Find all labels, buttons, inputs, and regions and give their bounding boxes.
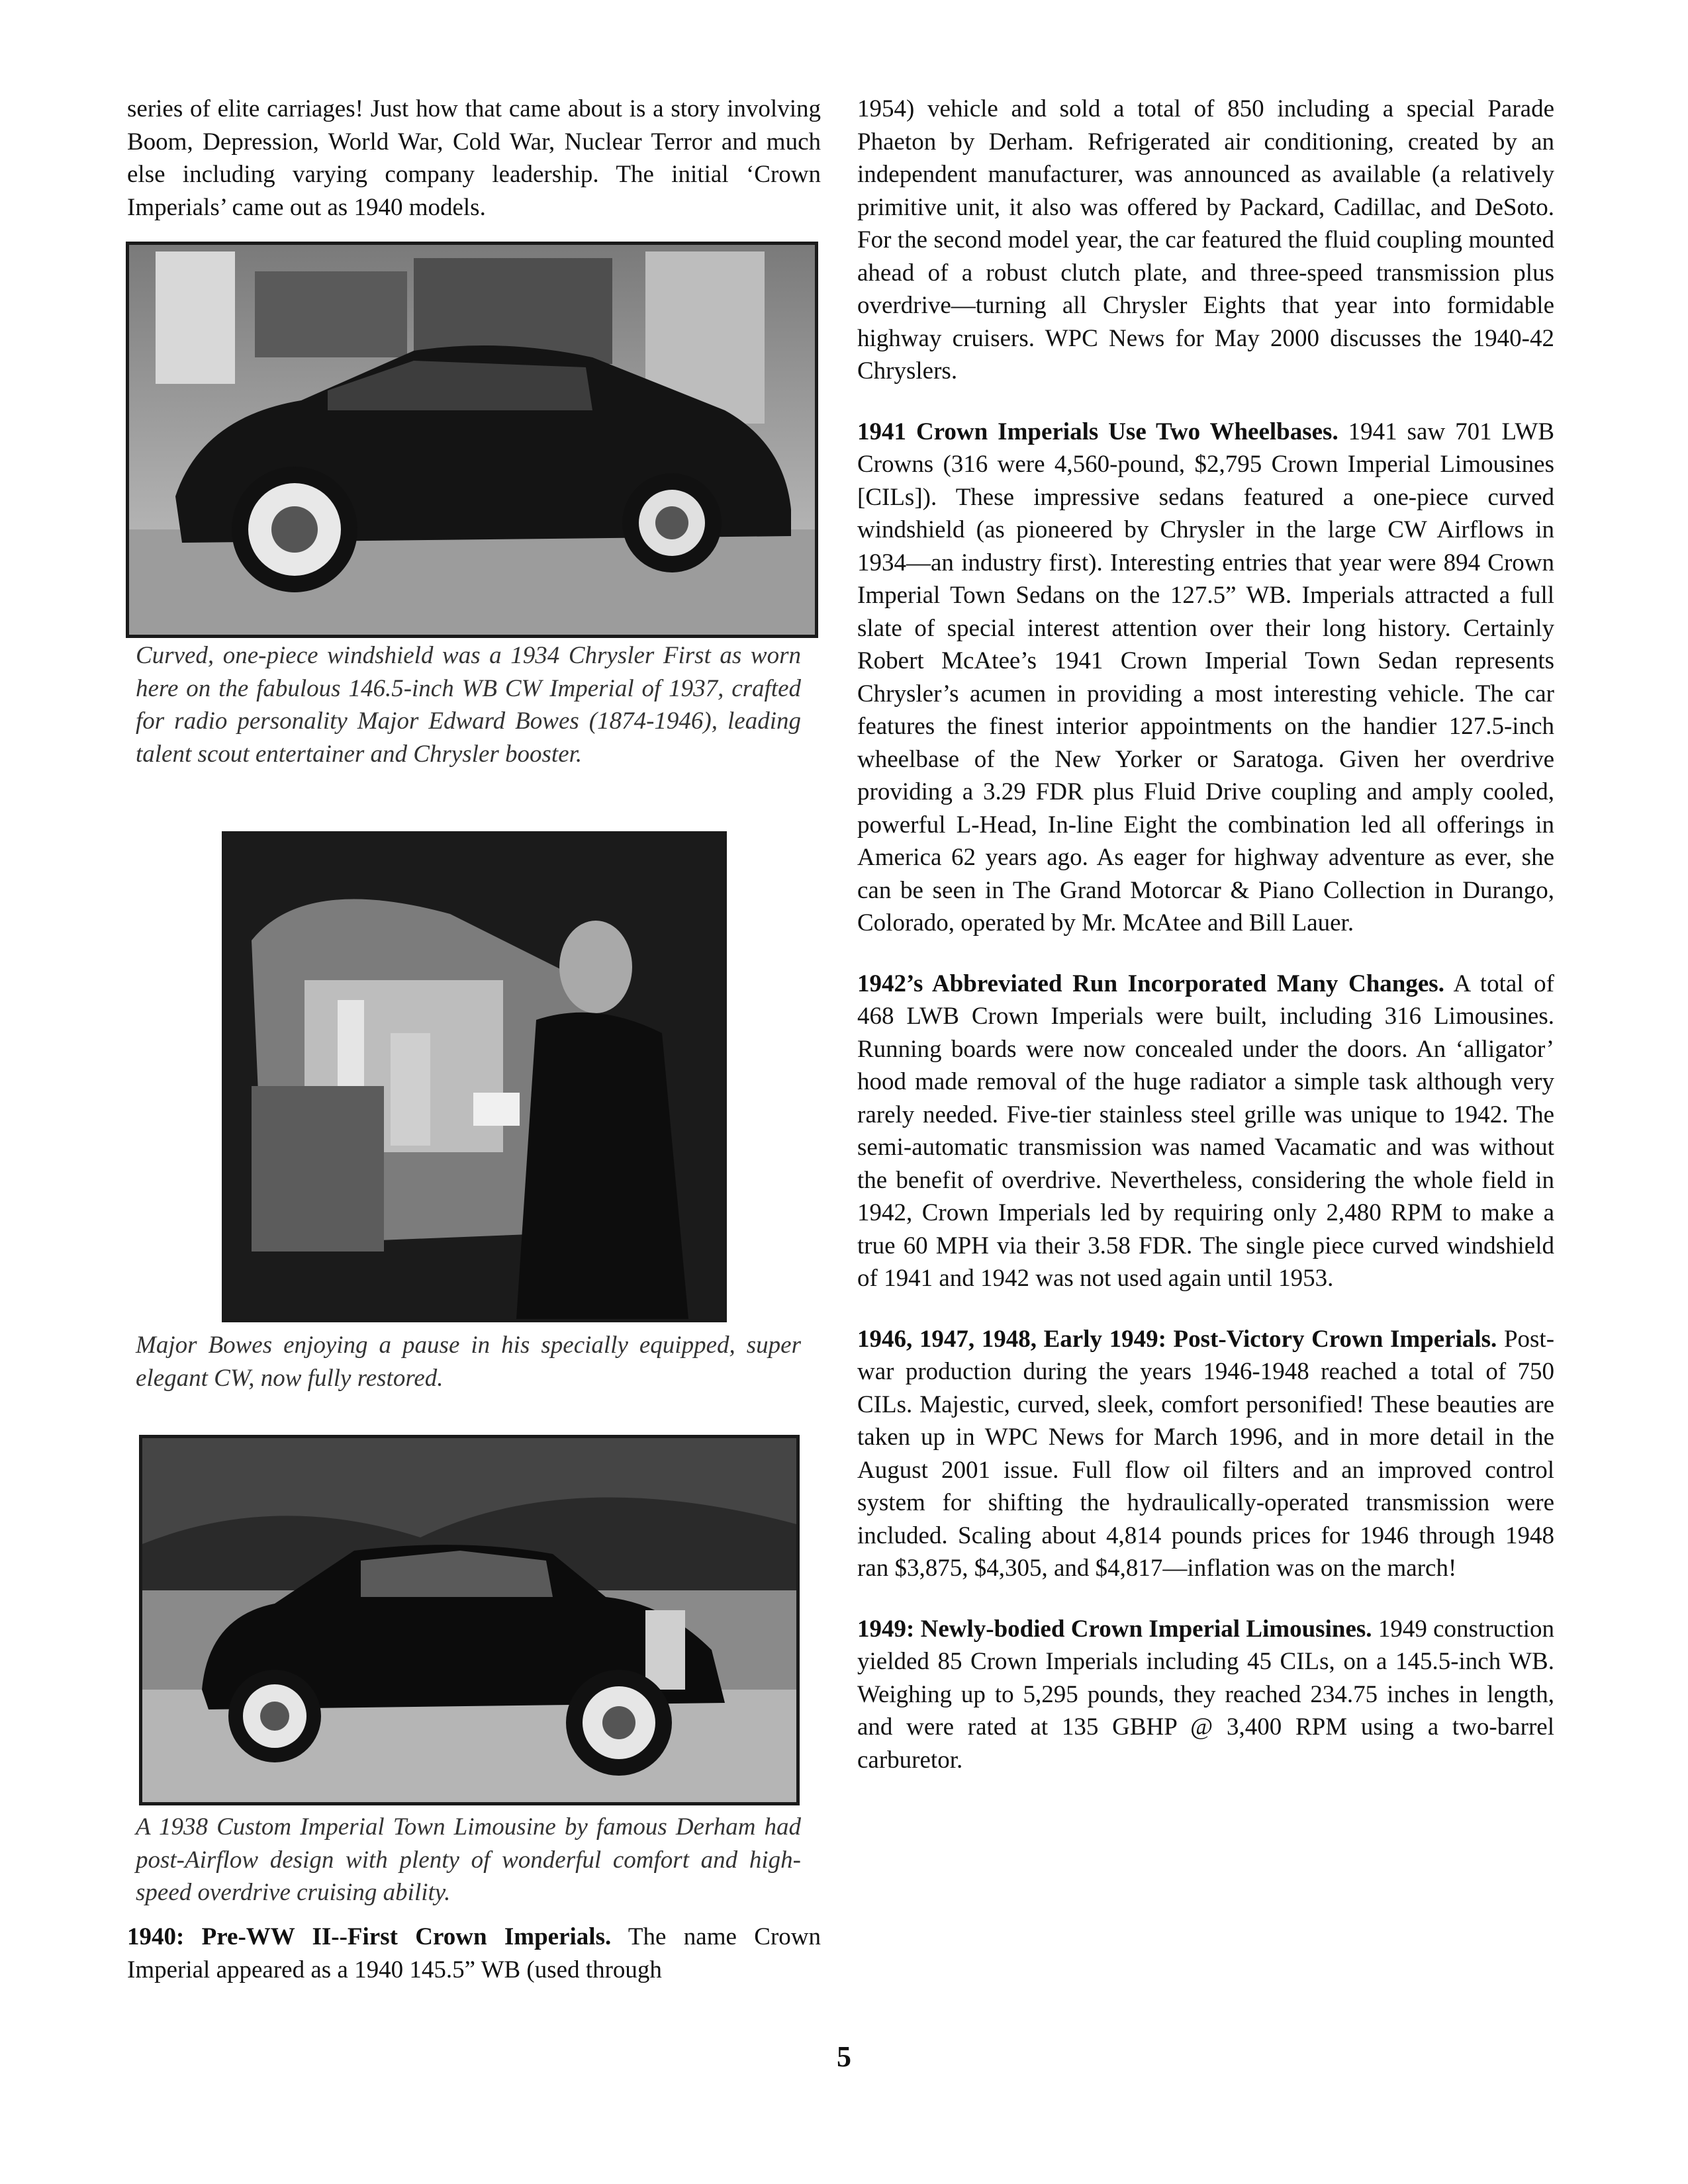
photo-major-bowes [222, 831, 727, 1322]
section-1949-text: 1949 construction yielded 85 Crown Imperials including 45 CILs, on a 145.5-inch WB. Weighing up to 5,295 pounds, they reached 234.75 inches in length, and were rated at 135 GBHP @ 3,400 RPM using a two-barrel carburetor. [857, 1615, 1555, 1774]
section-1949-title: 1949: Newly-bodied Crown Imperial Limousines. [857, 1615, 1372, 1643]
caption-1-block [136, 639, 801, 770]
caption-3-block [136, 1811, 801, 1909]
section-1941-text: 1941 saw 701 LWB Crowns (316 were 4,560-pound, $2,795 Crown Imperial Limousines [CILs]). These impressive sedans featured a one-piece curved windshield (as pioneered by Chrysler in the large CW Airflows in 1934—an industry first). Interesting entries that year were 894 Crown Imperial Town Sedans on the 127.5” WB. Imperials attracted a full slate of special interest attention over their long history. Certainly Robert McAtee’s 1941 Crown Imperial Town Sedan represents Chrysler’s acumen in providing a most interesting vehicle. The car features the finest interior appointments on the handier 127.5-inch wheelbase of the New Yorker or Saratoga. Given her overdrive providing a 3.29 FDR plus Fluid Drive coupling and amply cooled, powerful L-Head, In-line Eight the combination led all offerings in America 62 years ago. As eager for highway adventure as ever, she can be seen in The Grand Motorcar & Piano Collection in Durango, Colorado, operated by Mr. McAtee and Bill Lauer. [857, 418, 1555, 936]
section-1946-text: Post-war production during the years 1946-1948 reached a total of 750 CILs. Majestic, curved, sleek, comfort personified! These beauties are taken up in WPC News for March 1996, and in more detail in the August 2001 issue. Full flow oil filters and an improved control system for shifting the hydraulically-operated transmission were included. Scaling about 4,814 pounds prices for 1946 through 1948 ran $3,875, $4,305, and $4,817—inflation was on the march! [857, 1325, 1555, 1582]
caption-2-block [136, 1329, 801, 1394]
car-photo-3 [142, 1438, 796, 1802]
section-1946 [857, 1323, 1554, 1585]
caption-2: Major Bowes enjoying a pause in his specially equipped, super elegant CW, now fully restored. [136, 1332, 801, 1392]
caption-3: A 1938 Custom Imperial Town Limousine by famous Derham had post-Airflow design with plenty of wonderful comfort and high-speed overdrive cruising ability. [136, 1813, 801, 1906]
intro-paragraph: series of elite carriages! Just how that came about is a story involving Boom, Depression, World War, Cold War, Nuclear Terror and much else including varying company leadership. The initial ‘Crown Imperials’ came out as 1940 models. [127, 95, 821, 221]
section-1941-title: 1941 Crown Imperials Use Two Wheelbases. [857, 418, 1338, 445]
section-1942 [857, 968, 1554, 1295]
photo-1938-town-limousine [139, 1435, 800, 1805]
section-1946-title: 1946, 1947, 1948, Early 1949: Post-Victory Crown Imperials. [857, 1325, 1497, 1353]
caption-1: Curved, one-piece windshield was a 1934 Chrysler First as worn here on the fabulous 146.5-inch WB CW Imperial of 1937, crafted for radio personality Major Edward Bowes (1874-1946), leading talent scout entertainer and Chrysler booster. [136, 642, 801, 768]
section-1940 [127, 1921, 821, 1986]
left-column [127, 93, 821, 224]
section-1949 [857, 1613, 1554, 1777]
right-paragraph-1: 1954) vehicle and sold a total of 850 including a special Parade Phaeton by Derham. Refrigerated air conditioning, created by an independent manufacturer, was announced as available (a relatively primitive unit, it also was offered by Packard, Cadillac, and DeSoto. For the second model year, the car featured the fluid coupling mounted ahead of a robust clutch plate, and three-speed transmission plus overdrive—turning all Chrysler Eights that year into formidable highway cruisers. WPC News for May 2000 discusses the 1940-42 Chryslers. [857, 95, 1554, 385]
page-number: 5 [837, 2040, 851, 2073]
section-1942-title: 1942’s Abbreviated Run Incorporated Many Changes. [857, 970, 1444, 997]
right-column [857, 93, 1554, 1776]
section-1942-text: A total of 468 LWB Crown Imperials were built, including 316 Limousines. Running boards were now concealed under the doors. An ‘alligator’ hood made removal of the huge radiator a simple task although very rarely needed. Five-tier stainless steel grille was unique to 1942. The semi-automatic transmission was named Vacamatic and was without the benefit of overdrive. Nevertheless, considering the whole field in 1942, Crown Imperials led by requiring only 2,480 RPM to make a true 60 MPH via their 3.58 FDR. The single piece curved windshield of 1941 and 1942 was not used again until 1953. [857, 970, 1554, 1292]
car-photo-1 [129, 245, 815, 635]
section-1940-paragraph [127, 1921, 821, 1986]
interior-photo [225, 835, 724, 1319]
photo-1937-cw-imperial [126, 242, 818, 638]
section-1940-text: The name Crown Imperial appeared as a 1940 145.5” WB (used through [127, 1923, 821, 1983]
section-1940-title: 1940: Pre-WW II--First Crown Imperials. [127, 1923, 612, 1950]
section-1941 [857, 416, 1554, 940]
